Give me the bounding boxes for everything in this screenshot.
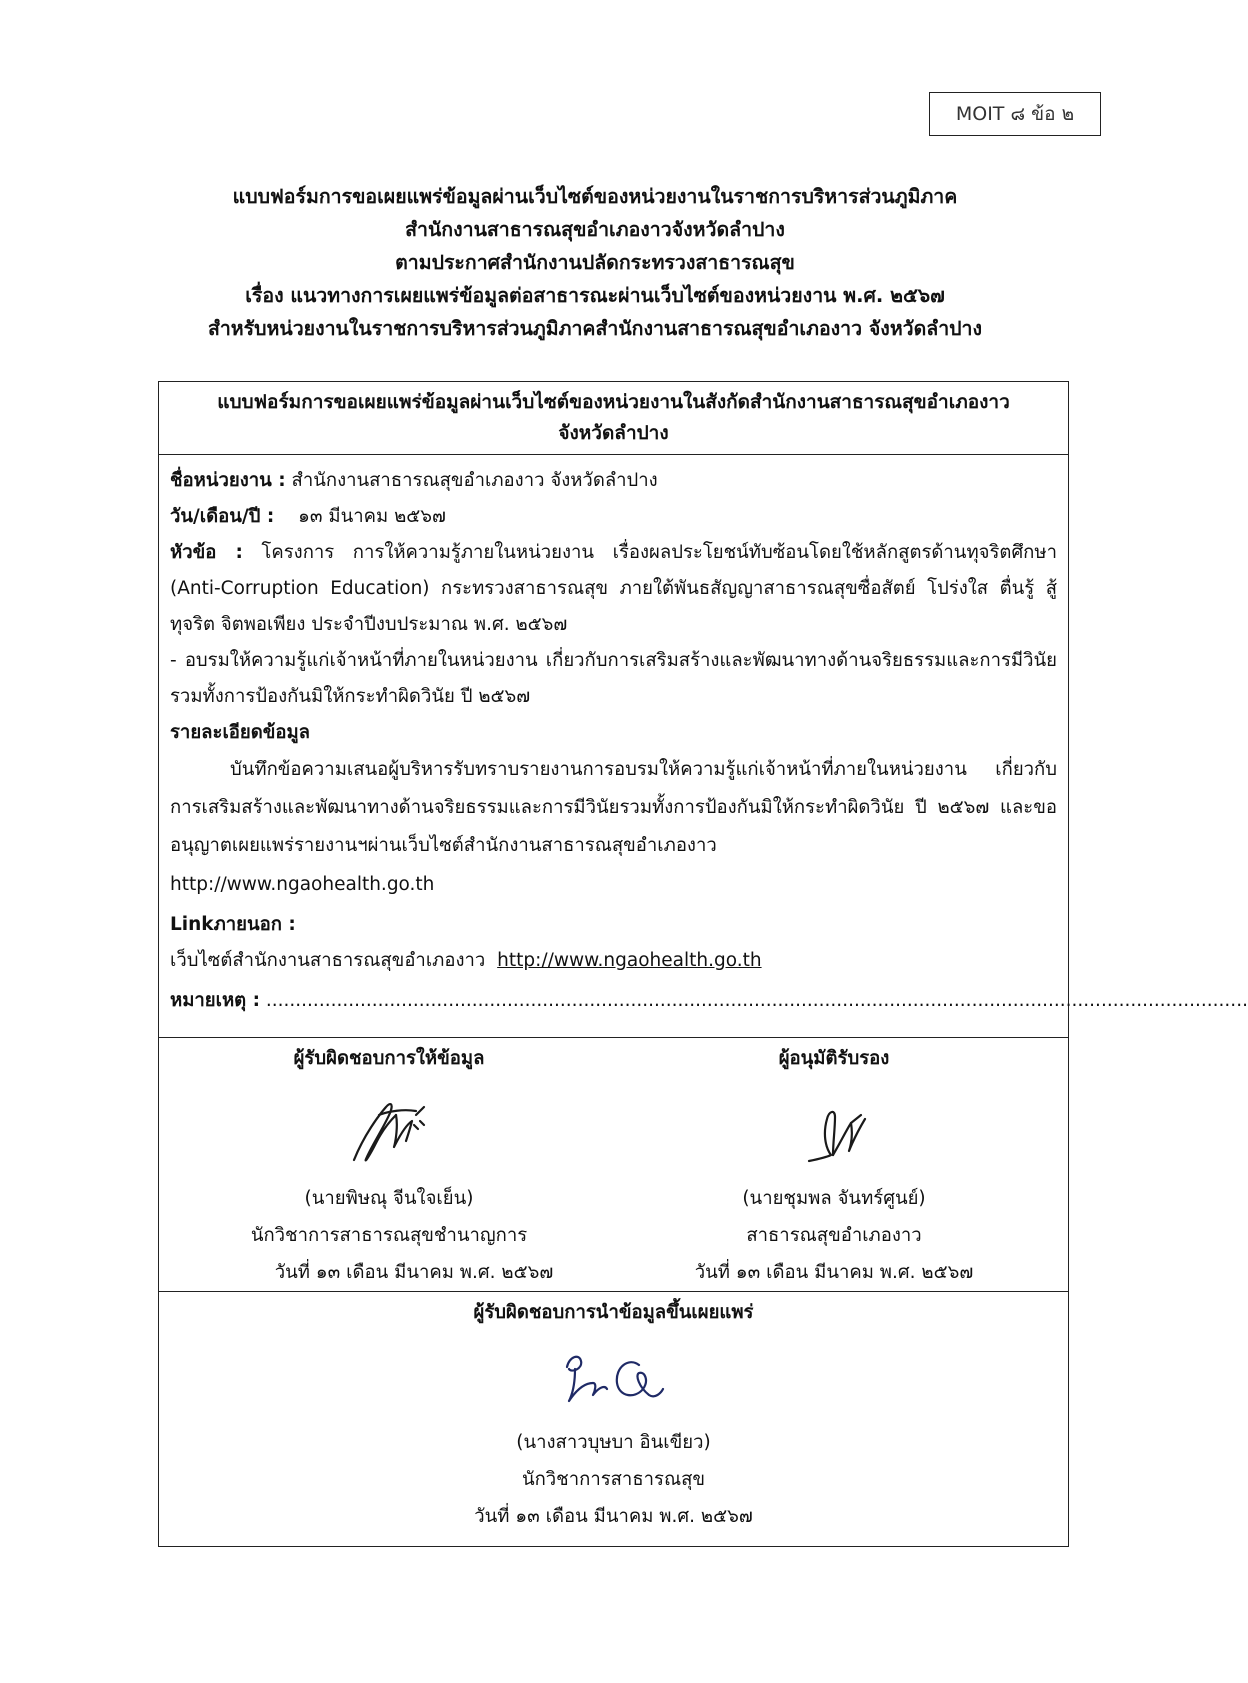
document-reference-label: MOIT ๘ ข้อ ๒	[955, 103, 1075, 125]
provider-signature-block	[169, 1038, 609, 1291]
detail-label: รายละเอียดข้อมูล	[170, 722, 311, 743]
provider-date: วันที่ ๑๓ เดือน มีนาคม พ.ศ. ๒๕๖๗	[274, 1262, 554, 1283]
remark-row	[170, 983, 1248, 1019]
provider-signature-icon	[324, 1085, 454, 1175]
subject-block	[170, 535, 1057, 643]
external-link-label: Linkภายนอก :	[170, 914, 296, 935]
publisher-position: นักวิชาการสาธารณสุข	[521, 1469, 706, 1490]
agency-label: ชื่อหน่วยงาน :	[170, 470, 286, 491]
publisher-signature-image	[159, 1334, 1068, 1424]
date-row	[170, 499, 1057, 535]
publisher-signature-block	[159, 1292, 1068, 1535]
signature-section	[159, 1038, 1068, 1292]
header-line-5: สำหรับหน่วยงานในราชการบริหารส่วนภูมิภาคสำนักงานสาธารณสุขอำเภองาว จังหวัดลำปาง	[207, 317, 983, 340]
remark-label: หมายเหตุ :	[170, 990, 260, 1011]
approver-position: สาธารณสุขอำเภองาว	[746, 1225, 922, 1246]
provider-name: (นายพิษณุ จีนใจเย็น)	[304, 1188, 474, 1209]
approver-date: วันที่ ๑๓ เดือน มีนาคม พ.ศ. ๒๕๖๗	[694, 1262, 974, 1283]
approver-signature-block	[614, 1038, 1054, 1291]
publisher-date: วันที่ ๑๓ เดือน มีนาคม พ.ศ. ๒๕๖๗	[474, 1506, 753, 1527]
publisher-signature-icon	[539, 1339, 689, 1419]
detail-text: บันทึกข้อความเสนอผู้บริหารรับทราบรายงานการอบรมให้ความรู้แก่เจ้าหน้าที่ภายในหน่วยงาน เกี่ยวกับการเสริมสร้างและพัฒนาทางด้านจริยธรรมและการมีวินัยรวมทั้งการป้องกันมิให้กระทำผิดวินัย ปี ๒๕๖๗ และขออนุญาตเผยแพร่รายงานฯผ่านเว็บไซต์สำนักงานสาธารณสุขอำเภองาว	[170, 759, 1057, 856]
publisher-name: (นางสาวบุษบา อินเขียว)	[516, 1432, 711, 1453]
publication-form	[158, 381, 1248, 1547]
detail-url: http://www.ngaohealth.go.th	[170, 874, 435, 895]
external-link-prefix: เว็บไซต์สำนักงานสาธารณสุขอำเภองาว	[170, 950, 486, 971]
publisher-role: ผู้รับผิดชอบการนำข้อมูลขึ้นเผยแพร่	[473, 1302, 754, 1323]
form-title-line-1: แบบฟอร์มการขอเผยแพร่ข้อมูลผ่านเว็บไซต์ของหน่วยงานในสังกัดสำนักงานสาธารณสุขอำเภองาว	[217, 391, 1010, 413]
approver-signature-icon	[769, 1085, 899, 1175]
provider-signature-image	[169, 1080, 609, 1180]
provider-role: ผู้รับผิดชอบการให้ข้อมูล	[293, 1048, 485, 1069]
header-line-2: สำนักงานสาธารณสุขอำเภองาวจังหวัดลำปาง	[405, 218, 785, 241]
external-link[interactable]: http://www.ngaohealth.go.th	[497, 950, 762, 971]
header-line-1: แบบฟอร์มการขอเผยแพร่ข้อมูลผ่านเว็บไซต์ของหน่วยงานในราชการบริหารส่วนภูมิภาค	[232, 185, 958, 208]
approver-name: (นายชุมพล จันทร์ศูนย์)	[742, 1188, 926, 1209]
subject-value: โครงการ การให้ความรู้ภายในหน่วยงาน เรื่องผลประโยชน์ทับซ้อนโดยใช้หลักสูตรด้านทุจริตศึกษา (Anti-Corruption Education) กระทรวงสาธารณสุข ภายใต้พันธสัญญาสาธารณสุขซื่อสัตย์ โปร่งใส ตื่นรู้ สู้ทุจริต จิตพอเพียง ประจำปีงบประมาณ พ.ศ. ๒๕๖๗	[170, 542, 1057, 635]
subject-label: หัวข้อ :	[170, 542, 243, 563]
document-header	[60, 180, 1130, 345]
subject-item: - อบรมให้ความรู้แก่เจ้าหน้าที่ภายในหน่วยงาน เกี่ยวกับการเสริมสร้างและพัฒนาทางด้านจริยธรรมและการมีวินัยรวมทั้งการป้องกันมิให้กระทำผิดวินัย ปี ๒๕๖๗	[170, 650, 1057, 707]
external-link-row	[170, 943, 1057, 979]
approver-signature-image	[614, 1080, 1054, 1180]
approver-role: ผู้อนุมัติรับรอง	[778, 1048, 890, 1069]
agency-row	[170, 463, 1057, 499]
header-line-3: ตามประกาศสำนักงานปลัดกระทรวงสาธารณสุข	[395, 251, 795, 274]
header-line-4: เรื่อง แนวทางการเผยแพร่ข้อมูลต่อสาธารณะผ่านเว็บไซต์ของหน่วยงาน พ.ศ. ๒๕๖๗	[245, 284, 945, 307]
document-reference-box	[929, 92, 1101, 136]
date-label: วัน/เดือน/ปี :	[170, 506, 275, 527]
remark-dots: .......................................................................................................................................................................	[265, 990, 1248, 1011]
date-value: ๑๓ มีนาคม ๒๕๖๗	[298, 506, 446, 527]
agency-value: สำนักงานสาธารณสุขอำเภองาว จังหวัดลำปาง	[291, 470, 658, 491]
form-title	[159, 382, 1068, 455]
form-title-line-2: จังหวัดลำปาง	[558, 422, 669, 444]
form-content	[159, 455, 1248, 1038]
provider-position: นักวิชาการสาธารณสุขชำนาญการ	[250, 1225, 528, 1246]
